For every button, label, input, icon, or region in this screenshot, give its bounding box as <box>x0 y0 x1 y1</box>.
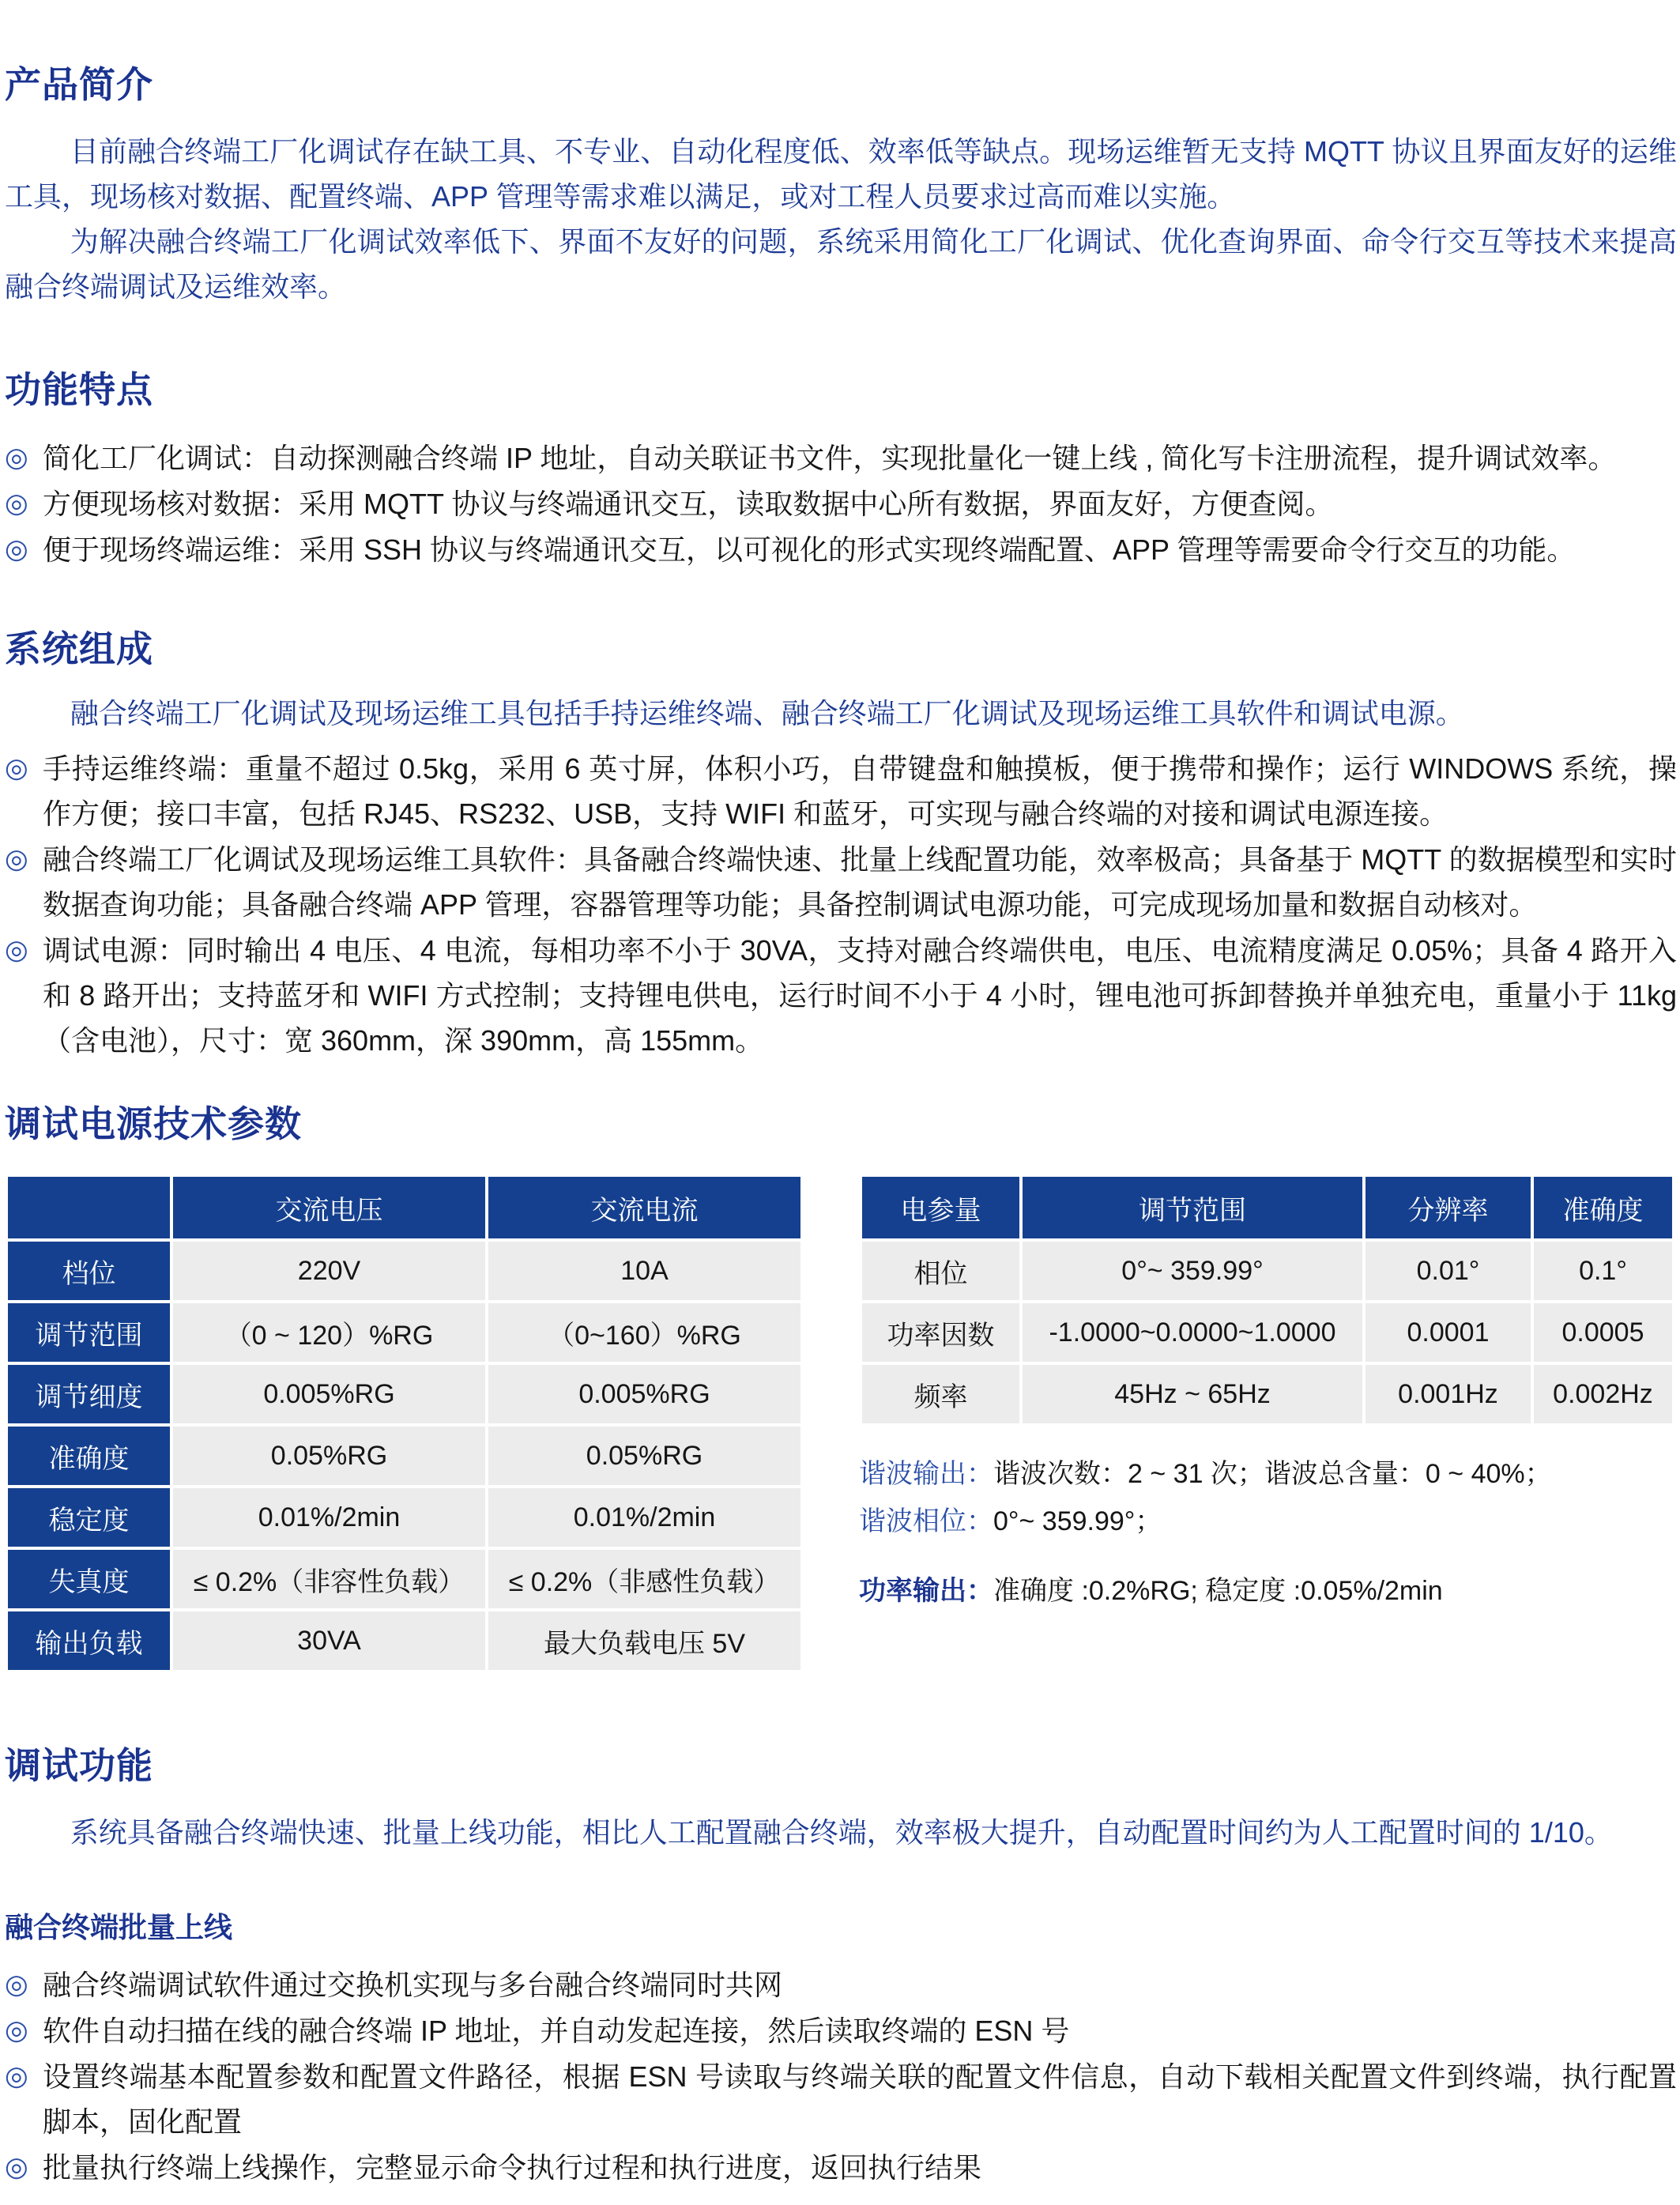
table-row <box>8 1611 800 1670</box>
ring-bullet-icon: ◎ <box>5 488 28 518</box>
table-row <box>8 1365 800 1423</box>
ring-bullet-icon: ◎ <box>5 753 28 783</box>
table-row <box>8 1303 800 1362</box>
list-item <box>5 746 1677 836</box>
ac-voltage-current-table <box>5 1174 804 1673</box>
debug-paragraph: 系统具备融合终端快速、批量上线功能，相比人工配置融合终端，效率极大提升，自动配置时间约为人工配置时间的 1/10。 <box>70 1816 1613 1849</box>
row-header-cell: 失真度 <box>8 1550 170 1608</box>
table-cell: 0.05%RG <box>488 1427 800 1485</box>
ring-bullet-icon: ◎ <box>5 2015 28 2045</box>
list-item <box>5 481 1677 526</box>
batch-list <box>5 1962 1677 2190</box>
note-text: 0°~ 359.99°； <box>993 1506 1162 1536</box>
list-item <box>5 1962 1677 2007</box>
list-item <box>5 2054 1677 2144</box>
list-item-text: 方便现场核对数据：采用 MQTT 协议与终端通讯交互，读取数据中心所有数据，界面友好，方便查阅。 <box>43 488 1334 520</box>
table-header-cell: 调节范围 <box>1023 1177 1362 1238</box>
intro-paragraph-2: 为解决融合终端工厂化调试效率低下、界面不友好的问题，系统采用简化工厂化调试、优化查询界面、命令行交互等技术来提高融合终端调试及运维效率。 <box>5 225 1677 303</box>
table-cell: 0.0005 <box>1534 1303 1672 1362</box>
table-cell: ≤ 0.2%（非容性负载） <box>173 1550 485 1608</box>
table-cell: 频率 <box>862 1365 1019 1423</box>
row-header-cell: 调节范围 <box>8 1303 170 1362</box>
list-item <box>5 837 1677 927</box>
list-item-text: 便于现场终端运维：采用 SSH 协议与终端通讯交互，以可视化的形式实现终端配置、APP 管理等需要命令行交互的功能。 <box>43 533 1576 566</box>
note-text: 准确度 :0.2%RG; 稳定度 :0.05%/2min <box>993 1576 1443 1606</box>
features-list <box>5 435 1677 572</box>
ring-bullet-icon: ◎ <box>5 2061 28 2091</box>
table-cell: 0.001Hz <box>1365 1365 1531 1423</box>
list-item-text: 简化工厂化调试：自动探测融合终端 IP 地址，自动关联证书文件，实现批量化一键上线 , 简化写卡注册流程，提升调试效率。 <box>43 442 1617 474</box>
section-heading-system: 系统组成 <box>5 628 153 669</box>
table-cell: 0°~ 359.99° <box>1023 1242 1362 1300</box>
list-item-text: 融合终端工厂化调试及现场运维工具软件：具备融合终端快速、批量上线配置功能，效率极高；具备基于 MQTT 的数据模型和实时数据查询功能；具备融合终端 APP 管理，容器管理等功能；具备控制调试电源功能，可完成现场加量和数据自动核对。 <box>43 843 1677 921</box>
table-cell: 10A <box>488 1242 800 1300</box>
table-cell: 相位 <box>862 1242 1019 1300</box>
table-cell: 220V <box>173 1242 485 1300</box>
ring-bullet-icon: ◎ <box>5 935 28 965</box>
table-cell: 0.01%/2min <box>173 1488 485 1547</box>
ring-bullet-icon: ◎ <box>5 534 28 564</box>
section-heading-power-params: 调试电源技术参数 <box>5 1103 302 1144</box>
table-cell: 功率因数 <box>862 1303 1019 1362</box>
list-item <box>5 2008 1677 2053</box>
table-cell: 30VA <box>173 1611 485 1670</box>
section-heading-product-intro: 产品简介 <box>5 64 153 105</box>
subsection-heading-batch-online: 融合终端批量上线 <box>5 1911 233 1943</box>
table-cell: 0.01%/2min <box>488 1488 800 1547</box>
table-cell: 最大负载电压 5V <box>488 1611 800 1670</box>
note-harmonic-phase <box>859 1498 1675 1545</box>
table-row <box>8 1242 800 1300</box>
table-row <box>862 1242 1672 1300</box>
table-cell: 0.005%RG <box>173 1365 485 1423</box>
list-item-text: 调试电源：同时输出 4 电压、4 电流，每相功率不小于 30VA，支持对融合终端供电，电压、电流精度满足 0.05%；具备 4 路开入和 8 路开出；支持蓝牙和 WIFI 方式控制；支持锂电供电，运行时间不小于 4 小时，锂电池可拆卸替换并单独充电，重量小于 11kg（含电池），尺寸：宽 360mm，深 390mm，高 155mm。 <box>43 934 1677 1057</box>
list-item <box>5 527 1677 572</box>
table-cell: -1.0000~0.0000~1.0000 <box>1023 1303 1362 1362</box>
table-row <box>8 1488 800 1547</box>
row-header-cell: 档位 <box>8 1242 170 1300</box>
table-cell: 0.05%RG <box>173 1427 485 1485</box>
power-right-column <box>859 1174 1675 1615</box>
system-list <box>5 746 1677 1063</box>
system-intro-paragraph: 融合终端工厂化调试及现场运维工具包括手持运维终端、融合终端工厂化调试及现场运维工具软件和调试电源。 <box>70 697 1464 729</box>
table-cell: 0.1° <box>1534 1242 1672 1300</box>
power-tables-row <box>5 1174 1677 1673</box>
table-cell: 0.002Hz <box>1534 1365 1672 1423</box>
note-label: 谐波输出： <box>859 1459 993 1489</box>
table-row <box>8 1550 800 1608</box>
ring-bullet-icon: ◎ <box>5 844 28 874</box>
table-cell: 0.0001 <box>1365 1303 1531 1362</box>
table-cell: 0.01° <box>1365 1242 1531 1300</box>
table-header-row <box>8 1177 800 1238</box>
list-item-text: 设置终端基本配置参数和配置文件路径，根据 ESN 号读取与终端关联的配置文件信息，自动下载相关配置文件到终端，执行配置脚本，固化配置 <box>43 2060 1677 2138</box>
ring-bullet-icon: ◎ <box>5 443 28 473</box>
list-item <box>5 2145 1677 2190</box>
power-notes <box>859 1450 1675 1615</box>
table-cell: ≤ 0.2%（非感性负载） <box>488 1550 800 1608</box>
list-item-text: 批量执行终端上线操作，完整显示命令执行过程和执行进度，返回执行结果 <box>43 2151 982 2184</box>
note-power-output <box>859 1567 1675 1615</box>
table-header-cell: 交流电压 <box>173 1177 485 1238</box>
table-cell: （0~160）%RG <box>488 1303 800 1362</box>
table-row <box>862 1303 1672 1362</box>
list-item-text: 融合终端调试软件通过交换机实现与多台融合终端同时共网 <box>43 1969 783 2001</box>
list-item <box>5 435 1677 481</box>
table-header-cell: 准确度 <box>1534 1177 1672 1238</box>
section-heading-debug-functions: 调试功能 <box>5 1745 153 1786</box>
table-header-cell: 交流电流 <box>488 1177 800 1238</box>
note-label: 功率输出： <box>859 1576 993 1606</box>
list-item <box>5 928 1677 1063</box>
list-item-text: 软件自动扫描在线的融合终端 IP 地址，并自动发起连接，然后读取终端的 ESN 号 <box>43 2015 1070 2047</box>
row-header-cell: 准确度 <box>8 1427 170 1485</box>
table-cell: 45Hz ~ 65Hz <box>1023 1365 1362 1423</box>
row-header-cell: 调节细度 <box>8 1365 170 1423</box>
table-header-cell <box>8 1177 170 1238</box>
section-heading-features: 功能特点 <box>5 369 153 410</box>
table-row <box>862 1365 1672 1423</box>
electrical-parameter-table <box>859 1174 1675 1427</box>
table-cell: （0 ~ 120）%RG <box>173 1303 485 1362</box>
note-text: 谐波次数：2 ~ 31 次；谐波总含量：0 ~ 40%； <box>993 1459 1552 1489</box>
note-label: 谐波相位： <box>859 1506 993 1536</box>
table-row <box>8 1427 800 1485</box>
table-header-cell: 电参量 <box>862 1177 1019 1238</box>
row-header-cell: 输出负载 <box>8 1611 170 1670</box>
note-harmonic-output <box>859 1450 1675 1498</box>
table-header-cell: 分辨率 <box>1365 1177 1531 1238</box>
ring-bullet-icon: ◎ <box>5 1969 28 2000</box>
table-cell: 0.005%RG <box>488 1365 800 1423</box>
table-header-row <box>862 1177 1672 1238</box>
ring-bullet-icon: ◎ <box>5 2152 28 2182</box>
list-item-text: 手持运维终端：重量不超过 0.5kg，采用 6 英寸屏，体积小巧，自带键盘和触摸板，便于携带和操作；运行 WINDOWS 系统，操作方便；接口丰富，包括 RJ45、RS232、USB，支持 WIFI 和蓝牙，可实现与融合终端的对接和调试电源连接。 <box>43 752 1677 830</box>
row-header-cell: 稳定度 <box>8 1488 170 1547</box>
intro-paragraph-1: 目前融合终端工厂化调试存在缺工具、不专业、自动化程度低、效率低等缺点。现场运维暂无支持 MQTT 协议且界面友好的运维工具，现场核对数据、配置终端、APP 管理等需求难以满足，或对工程人员要求过高而难以实施。 <box>5 135 1677 213</box>
